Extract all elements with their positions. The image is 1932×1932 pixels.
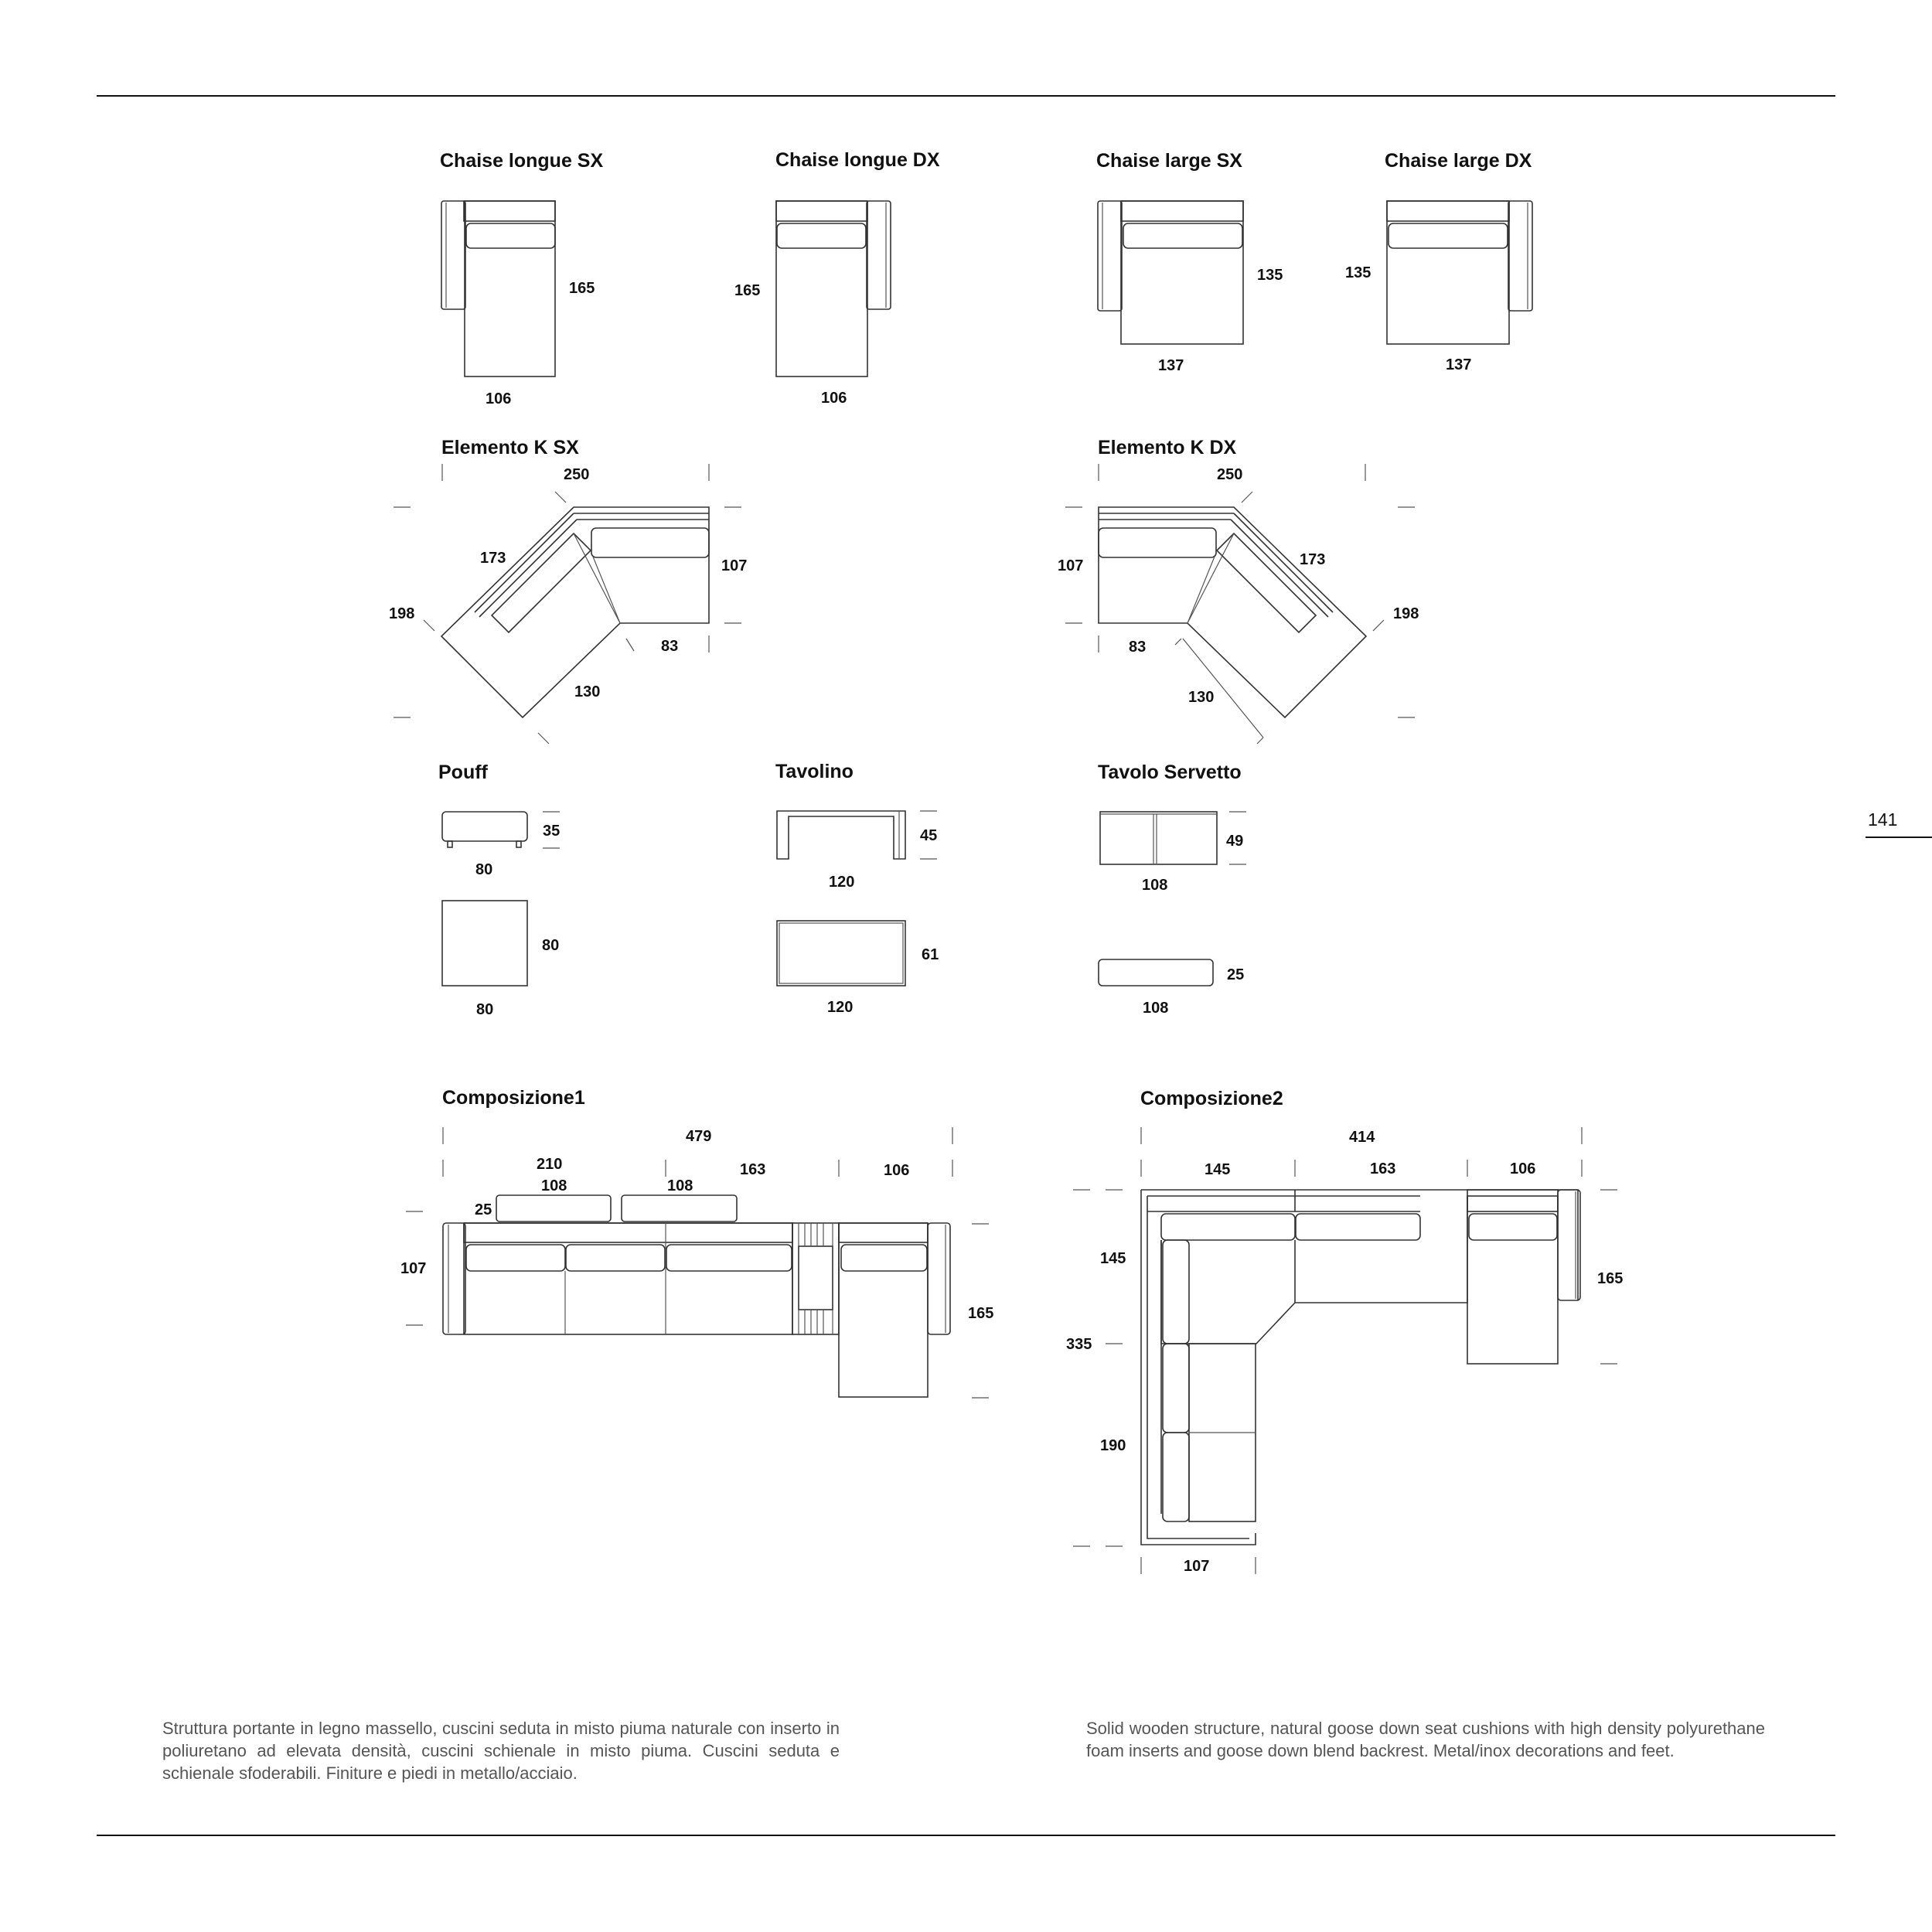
tavolino-plan-depth: 61 — [922, 946, 939, 963]
elemento-k-dx-arm: 130 — [1188, 689, 1215, 706]
chaise-large-sx-backrest — [1121, 201, 1243, 221]
tavolino-width: 120 — [829, 874, 855, 891]
composizione2-cushion-left-1 — [1163, 1240, 1189, 1344]
elemento-k-dx-cushion-left — [1099, 528, 1216, 557]
composizione1-armrest-left — [443, 1223, 465, 1334]
tavolo-servetto-side-view — [1100, 812, 1217, 864]
tavolo-servetto-plan-view — [1099, 959, 1213, 986]
chaise-longue-dx-width: 106 — [821, 390, 847, 407]
chaise-large-dx-cushion — [1389, 223, 1508, 248]
tavolino — [775, 761, 939, 1016]
elemento-k-sx-seat-lines — [574, 533, 620, 623]
elemento-k-sx-cushion-right — [591, 528, 709, 557]
elemento-k-sx-side: 107 — [721, 557, 748, 574]
page-number: 141 — [1868, 809, 1898, 830]
pouff-side-view — [442, 812, 527, 841]
elemento-k-sx-overall: 250 — [564, 466, 590, 483]
elemento-k-sx-back — [475, 513, 709, 617]
composizione2-seg-c: 106 — [1510, 1160, 1536, 1177]
description-english: Solid wooden structure, natural goose down seat cushions with high density polyurethane foam inserts and goose down blend backrest. Metal/inox decorations and feet. — [1086, 1719, 1765, 1760]
tavolo-servetto — [1098, 762, 1246, 1017]
composizione1-backrest — [464, 1223, 792, 1242]
composizione1-cushion-3 — [666, 1245, 792, 1271]
composizione1-console — [792, 1223, 839, 1334]
tavolino-plan-view — [777, 921, 905, 986]
elemento-k-sx-seat: 83 — [661, 638, 679, 655]
composizione2-seg-a: 145 — [1205, 1161, 1231, 1178]
pouff-plan-depth: 80 — [542, 937, 560, 954]
chaise-large-sx-cushion — [1123, 223, 1242, 248]
composizione2-depth-top: 145 — [1100, 1250, 1126, 1267]
composizione2-chaise-backrest — [1467, 1196, 1558, 1211]
chaise-large-sx-title: Chaise large SX — [1096, 150, 1242, 172]
composizione2-chaise — [1467, 1190, 1558, 1364]
chaise-longue-sx-cushion — [466, 223, 555, 248]
chaise-longue-sx-title: Chaise longue SX — [440, 150, 604, 172]
tavolino-height: 45 — [920, 827, 938, 844]
chaise-large-dx-width: 137 — [1446, 356, 1472, 373]
pouff-plan-view — [442, 901, 527, 986]
composizione2-back-top — [1147, 1190, 1420, 1211]
composizione2-total: 414 — [1349, 1129, 1375, 1146]
composizione1-tray-a: 108 — [541, 1177, 567, 1194]
composizione2-cushion-top-2 — [1296, 1214, 1420, 1240]
composizione1-seg-a: 210 — [537, 1156, 563, 1173]
chaise-longue-dx-title: Chaise longue DX — [775, 149, 940, 171]
composizione1-tray-depth: 25 — [475, 1201, 492, 1218]
composizione2-depth-right: 165 — [1597, 1270, 1624, 1287]
composizione2-cushion-top-1 — [1161, 1214, 1295, 1240]
chaise-large-dx-title: Chaise large DX — [1385, 150, 1532, 172]
composizione1-chaise-backrest — [839, 1223, 928, 1242]
composizione1-armrest-right — [928, 1223, 950, 1334]
composizione2-cushion-left-2 — [1163, 1344, 1189, 1433]
pouff-foot-right — [516, 841, 521, 847]
composizione1-depth-left: 107 — [400, 1260, 427, 1277]
chaise-longue-dx-seat — [776, 201, 867, 377]
composizione1-seg-c: 106 — [884, 1162, 910, 1179]
chaise-longue-dx-armrest — [867, 201, 891, 309]
composizione1-title: Composizione1 — [442, 1087, 585, 1109]
composizione1-total: 479 — [686, 1128, 712, 1145]
chaise-longue-sx-width: 106 — [486, 390, 512, 407]
elemento-k-dx-outline — [1099, 507, 1366, 717]
elemento-k-sx-depth: 198 — [389, 605, 415, 622]
chaise-longue-sx — [440, 150, 603, 407]
tavolo-servetto-width: 108 — [1142, 877, 1168, 894]
elemento-k-dx-title: Elemento K DX — [1098, 437, 1237, 458]
tavolino-plan-inner — [779, 923, 903, 983]
elemento-k-dx-cushion-diag — [1217, 533, 1316, 632]
elemento-k-sx — [389, 437, 747, 744]
composizione1-tray-left — [496, 1195, 611, 1222]
tavolino-title: Tavolino — [775, 761, 854, 782]
composizione2-title: Composizione2 — [1140, 1088, 1283, 1109]
chaise-longue-sx-armrest — [441, 201, 465, 309]
composizione2-cushion-left-3 — [1163, 1433, 1189, 1521]
elemento-k-dx-seat: 83 — [1129, 639, 1147, 656]
composizione1-cushion-1 — [466, 1245, 565, 1271]
composizione2-corner-seat — [1161, 1196, 1467, 1344]
composizione1-seg-b: 163 — [740, 1161, 766, 1178]
composizione2-depth-bottom: 190 — [1100, 1437, 1126, 1454]
elemento-k-dx-seat-lines — [1187, 533, 1234, 623]
tavolino-side-view — [777, 811, 905, 859]
composizione1-tray-right — [622, 1195, 737, 1222]
pouff-plan-width: 80 — [476, 1001, 494, 1018]
elemento-k-dx — [1058, 437, 1419, 744]
composizione1-depth-right: 165 — [968, 1305, 994, 1322]
elemento-k-sx-arm: 130 — [574, 683, 601, 700]
composizione2-armrest-right — [1558, 1190, 1580, 1300]
chaise-large-dx — [1345, 150, 1532, 373]
composizione1-console-slats — [799, 1223, 833, 1334]
tavolo-servetto-title: Tavolo Servetto — [1098, 762, 1242, 783]
chaise-large-dx-depth: 135 — [1345, 264, 1371, 281]
composizione1-console-box — [799, 1246, 833, 1310]
elemento-k-dx-side: 107 — [1058, 557, 1084, 574]
composizione2 — [1066, 1088, 1623, 1575]
chaise-large-dx-armrest — [1508, 201, 1532, 311]
chaise-longue-sx-seat — [465, 201, 555, 377]
pouff-foot-left — [448, 841, 452, 847]
chaise-longue-sx-backrest — [464, 201, 555, 221]
chaise-longue-sx-depth: 165 — [569, 280, 595, 297]
composizione2-dim-ticks — [1073, 1127, 1617, 1574]
tavolo-servetto-height: 49 — [1226, 833, 1244, 850]
elemento-k-sx-cushion-diag — [492, 533, 591, 632]
pouff — [438, 762, 560, 1018]
tavolo-servetto-plan-depth: 25 — [1227, 966, 1245, 983]
elemento-k-sx-title: Elemento K SX — [441, 437, 579, 458]
pouff-title: Pouff — [438, 762, 488, 783]
composizione1-seat-dividers — [565, 1223, 666, 1334]
composizione2-bottom-width: 107 — [1184, 1558, 1210, 1575]
tavolino-plan-width: 120 — [827, 999, 854, 1016]
chaise-large-sx-width: 137 — [1158, 357, 1184, 374]
pouff-width: 80 — [475, 861, 493, 878]
pouff-height: 35 — [543, 823, 561, 840]
chaise-large-sx-seat — [1121, 201, 1243, 344]
chaise-large-sx-depth: 135 — [1257, 267, 1283, 284]
composizione1-chaise-cushion — [841, 1245, 927, 1271]
chaise-longue-dx-depth: 165 — [734, 282, 761, 299]
chaise-longue-dx — [734, 149, 940, 407]
chaise-large-sx — [1096, 150, 1283, 374]
elemento-k-dx-back — [1099, 513, 1333, 617]
chaise-longue-dx-cushion — [777, 223, 866, 248]
elemento-k-sx-diagonal: 173 — [480, 550, 506, 567]
composizione2-seg-b: 163 — [1370, 1160, 1396, 1177]
elemento-k-dx-diagonal: 173 — [1300, 551, 1326, 568]
description-italian: Struttura portante in legno massello, cuscini seduta in misto piuma naturale con inserto in poliuretano ad elevata densità, cuscini schienale in misto piuma. Cuscini seduta e schienale sfoderabili. Finiture e piedi in metallo/acciaio. — [162, 1719, 840, 1783]
chaise-large-dx-backrest — [1387, 201, 1509, 221]
composizione1-cushion-2 — [566, 1245, 665, 1271]
composizione1 — [400, 1087, 993, 1398]
composizione2-outer-frame — [1141, 1190, 1578, 1545]
composizione1-chaise — [839, 1223, 928, 1397]
elemento-k-dx-overall: 250 — [1217, 466, 1243, 483]
chaise-longue-dx-backrest — [776, 201, 867, 221]
elemento-k-dx-depth: 198 — [1393, 605, 1419, 622]
composizione1-tray-b: 108 — [667, 1177, 693, 1194]
chaise-large-sx-armrest — [1098, 201, 1122, 311]
tavolo-servetto-plan-width: 108 — [1143, 1000, 1169, 1017]
chaise-large-dx-seat — [1387, 201, 1509, 344]
composizione2-depth-total: 335 — [1066, 1336, 1092, 1353]
composizione2-chaise-cushion — [1469, 1214, 1557, 1240]
composizione1-sofa-body — [464, 1223, 792, 1334]
